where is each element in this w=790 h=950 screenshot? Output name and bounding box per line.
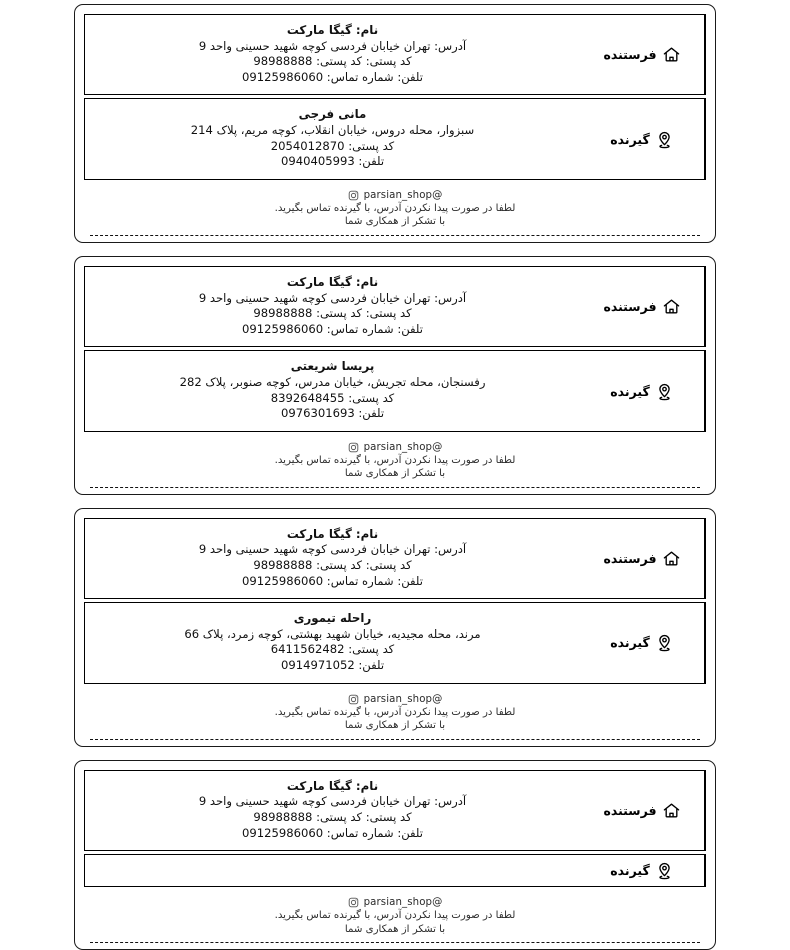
sender-row <box>84 14 706 95</box>
receiver-label-text: گیرنده <box>610 131 650 147</box>
sender-label-cell <box>580 15 705 94</box>
sender-label-text: فرستنده <box>603 47 657 63</box>
instagram-icon <box>348 897 359 908</box>
sender-label-cell <box>580 267 705 346</box>
footer-note-line-1: لطفا در صورت پیدا نکردن آدرس، با گیرنده تماس بگیرید. <box>274 910 516 922</box>
receiver-details <box>85 99 580 178</box>
footer-note-line-1: لطفا در صورت پیدا نکردن آدرس، با گیرنده تماس بگیرید. <box>274 454 516 466</box>
shop-handle-text: parsian_shop@ <box>363 189 443 201</box>
sender-phone: تلفن: شماره تماس: 09125986060 <box>241 825 423 840</box>
map-pin-icon <box>655 861 674 880</box>
label-footer <box>84 687 706 740</box>
receiver-details <box>85 603 580 682</box>
receiver-name: راحله تیموری <box>293 611 372 626</box>
sender-name: نام: گیگا مارکت <box>286 526 379 541</box>
receiver-row <box>84 602 706 683</box>
sender-phone: تلفن: شماره تماس: 09125986060 <box>241 321 423 336</box>
sender-label-cell <box>580 519 705 598</box>
receiver-label-cell <box>580 603 705 682</box>
shop-handle-text: parsian_shop@ <box>363 897 443 909</box>
sender-address: آدرس: تهران خیابان فردسی کوچه شهید حسینی واحد 9 <box>198 290 467 305</box>
sender-postal-code: کد پستی: کد پستی: 98988888 <box>253 558 412 573</box>
sender-name: نام: گیگا مارکت <box>286 274 379 289</box>
instagram-icon <box>348 442 359 453</box>
home-icon <box>662 549 681 568</box>
receiver-details <box>85 351 580 430</box>
shop-handle-text: parsian_shop@ <box>363 441 443 453</box>
home-icon <box>662 297 681 316</box>
receiver-label-cell <box>580 351 705 430</box>
receiver-name: مانی فرجی <box>298 107 367 122</box>
receiver-row <box>84 854 706 887</box>
shipping-label-card <box>74 760 716 950</box>
receiver-name: پریسا شریعتی <box>290 359 375 374</box>
receiver-postal-code: کد پستی: 2054012870 <box>270 138 395 153</box>
footer-note-line-2: با تشکر از همکاری شما <box>344 216 446 228</box>
sender-details <box>85 267 580 346</box>
shipping-label-card <box>74 508 716 747</box>
map-pin-icon <box>655 633 674 652</box>
sender-details <box>85 15 580 94</box>
shop-handle-text: parsian_shop@ <box>363 693 443 705</box>
receiver-label-text: گیرنده <box>610 383 650 399</box>
sender-row <box>84 518 706 599</box>
receiver-label-text: گیرنده <box>610 635 650 651</box>
receiver-address: مرند، محله مجیدیه، خیابان شهید بهشتی، کوچه زمرد، پلاک 66 <box>184 626 481 641</box>
sender-label-text: فرستنده <box>603 299 657 315</box>
receiver-row <box>84 98 706 179</box>
receiver-label-text: گیرنده <box>610 863 650 879</box>
shop-handle <box>90 190 700 201</box>
receiver-address: رفسنجان، محله تجریش، خیابان مدرس، کوچه صنوبر، پلاک 282 <box>179 374 486 389</box>
footer-note-line-2: با تشکر از همکاری شما <box>344 923 446 935</box>
shipping-label-card <box>74 4 716 243</box>
shop-handle <box>90 442 700 453</box>
cut-line <box>90 235 700 236</box>
sender-postal-code: کد پستی: کد پستی: 98988888 <box>253 306 412 321</box>
cut-line <box>90 739 700 740</box>
sender-details <box>85 771 580 850</box>
home-icon <box>662 45 681 64</box>
sender-address: آدرس: تهران خیابان فردسی کوچه شهید حسینی واحد 9 <box>198 542 467 557</box>
receiver-postal-code: کد پستی: 6411562482 <box>270 642 395 657</box>
sender-label-text: فرستنده <box>603 551 657 567</box>
sender-row <box>84 266 706 347</box>
receiver-row <box>84 350 706 431</box>
sender-label-text: فرستنده <box>603 803 657 818</box>
footer-note-line-1: لطفا در صورت پیدا نکردن آدرس، با گیرنده تماس بگیرید. <box>274 706 516 718</box>
sender-postal-code: کد پستی: کد پستی: 98988888 <box>253 54 412 69</box>
sender-label-cell <box>580 771 705 850</box>
sender-address: آدرس: تهران خیابان فردسی کوچه شهید حسینی واحد 9 <box>198 794 467 809</box>
sender-phone: تلفن: شماره تماس: 09125986060 <box>241 573 423 588</box>
cut-line <box>90 942 700 943</box>
receiver-phone: تلفن: 0914971052 <box>280 658 385 673</box>
shipping-label-card <box>74 256 716 495</box>
map-pin-icon <box>655 130 674 149</box>
label-footer <box>84 435 706 488</box>
instagram-icon <box>348 190 359 201</box>
receiver-postal-code: کد پستی: 8392648455 <box>270 390 395 405</box>
sender-phone: تلفن: شماره تماس: 09125986060 <box>241 69 423 84</box>
footer-note-line-2: با تشکر از همکاری شما <box>344 720 446 732</box>
receiver-address: سبزوار، محله دروس، خیابان انقلاب، کوچه مریم، پلاک 214 <box>190 122 475 137</box>
receiver-phone: تلفن: 0976301693 <box>280 406 385 421</box>
receiver-label-cell <box>580 855 705 886</box>
home-icon <box>662 801 681 820</box>
sender-name: نام: گیگا مارکت <box>286 778 379 793</box>
sender-postal-code: کد پستی: کد پستی: 98988888 <box>253 810 412 824</box>
footer-note-line-1: لطفا در صورت پیدا نکردن آدرس، با گیرنده تماس بگیرید. <box>274 202 516 214</box>
shop-handle <box>90 897 700 908</box>
label-footer <box>84 183 706 236</box>
receiver-details <box>85 855 580 886</box>
sender-address: آدرس: تهران خیابان فردسی کوچه شهید حسینی واحد 9 <box>198 38 467 53</box>
footer-note-line-2: با تشکر از همکاری شما <box>344 468 446 480</box>
shop-handle <box>90 694 700 705</box>
receiver-label-cell <box>580 99 705 178</box>
sender-name: نام: گیگا مارکت <box>286 23 379 37</box>
sender-details <box>85 519 580 598</box>
receiver-phone: تلفن: 0940405993 <box>280 154 385 169</box>
label-footer <box>84 890 706 943</box>
instagram-icon <box>348 694 359 705</box>
map-pin-icon <box>655 382 674 401</box>
cut-line <box>90 487 700 488</box>
